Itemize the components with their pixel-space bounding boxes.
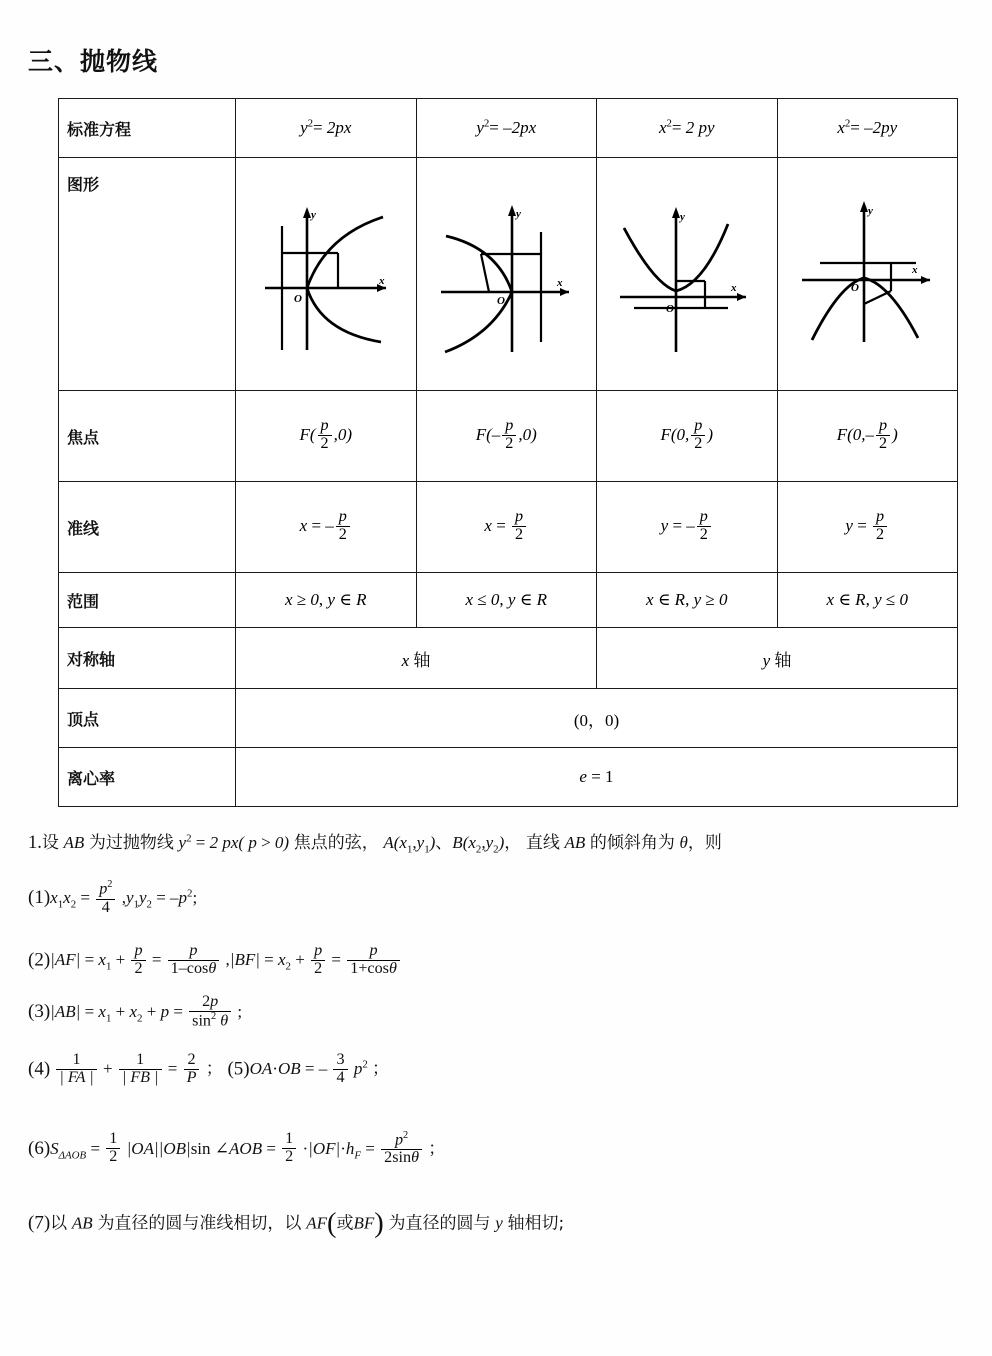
- cell-directrix-3: y = – $\frac{p}{2}$: [597, 482, 778, 573]
- cell-figure-2: [416, 158, 597, 391]
- y-axis-label: y: [679, 210, 685, 223]
- origin-label: O: [293, 292, 302, 305]
- origin-label: O: [497, 294, 506, 307]
- cell-eccentricity-value: e = 1: [236, 748, 958, 807]
- row-label-range: 范围: [59, 573, 236, 628]
- parabola-spec-table-wrapper: [58, 98, 958, 807]
- row-label-directrix: 准线: [59, 482, 236, 573]
- cell-figure-1: [236, 158, 417, 391]
- y-axis-label: y: [516, 207, 522, 220]
- cell-focus-3: F(0, $\frac{p}{2}$ ): [597, 391, 778, 482]
- cell-range-1: x ≥ 0, y ∈ R: [236, 573, 417, 628]
- row-label-vertex: 顶点: [59, 689, 236, 748]
- parabola-right-opening-diagram: [251, 192, 401, 357]
- cell-figure-4: [777, 158, 958, 391]
- cell-focus-1: F( $\frac{p}{2}$ ,0): [236, 391, 417, 482]
- cell-focus-2: F(– $\frac{p}{2}$ ,0): [416, 391, 597, 482]
- x-axis-label: x: [378, 274, 385, 287]
- cell-vertex-value: (0，0): [236, 689, 958, 748]
- table-row-range: [59, 573, 958, 628]
- note-item-3: $(3)|AB| = x_1 + x_2 + p$ = $\frac{2p}{\sin^2 \theta}$ ;: [28, 992, 243, 1029]
- row-label-axis-of-symmetry: 对称轴: [59, 628, 236, 689]
- y-axis-label: y: [310, 208, 316, 221]
- row-label-standard-equation: 标准方程: [59, 99, 236, 158]
- table-row-eccentricity: [59, 748, 958, 807]
- table-row-axis-of-symmetry: [59, 628, 958, 689]
- parabola-down-opening-diagram: [792, 192, 942, 357]
- cell-axis-y: y 轴: [597, 628, 958, 689]
- cell-directrix-4: y = $\frac{p}{2}$: [777, 482, 958, 573]
- x-axis-label: x: [557, 276, 563, 289]
- table-row-figure: [59, 158, 958, 391]
- cell-range-3: x ∈ R, y ≥ 0: [597, 573, 778, 628]
- row-label-eccentricity: 离心率: [59, 748, 236, 807]
- cell-axis-x: x 轴: [236, 628, 597, 689]
- table-row-standard-equation: [59, 99, 958, 158]
- table-row-directrix: [59, 482, 958, 573]
- parabola-left-opening-diagram: [431, 192, 581, 357]
- formula-notes: [28, 828, 968, 1240]
- row-label-figure: 图形: [59, 158, 236, 391]
- x-axis-label: x: [912, 263, 918, 276]
- parabola-spec-table: [58, 98, 958, 807]
- note-item-1: $(1)x_1x_2$ = $\frac{p^2}{4}$ $,y_1y_2 = -p^2$;: [28, 879, 198, 916]
- table-row-focus: [59, 391, 958, 482]
- cell-directrix-2: x = $\frac{p}{2}$: [416, 482, 597, 573]
- note-intro-line: 1.设 AB 为过抛物线 $y^2 = 2$ px( p > 0) 焦点的弦， $A(x_1,y_1)$、$B(x_2,y_2)$， 直线 AB 的倾斜角为 θ，则: [28, 832, 722, 856]
- row-label-focus: 焦点: [59, 391, 236, 482]
- parabola-up-opening-diagram: [612, 192, 762, 357]
- origin-label: O: [851, 281, 860, 294]
- cell-equation-1: $y^2= 2px$: [236, 99, 417, 158]
- cell-equation-3: $x^2= 2$ py: [597, 99, 778, 158]
- cell-equation-4: $x^2= -2py$: [777, 99, 958, 158]
- cell-figure-3: [597, 158, 778, 391]
- origin-label: O: [665, 302, 674, 315]
- note-item-4-5: (4) $\frac{1}{| FA |}$ + $\frac{1}{| FB |}$ = $\frac{2}{P}$ ； (5)OA·OB = – $\frac{3}{4}$ $p^2$ ；: [28, 1050, 389, 1086]
- note-item-7: (7)以 AB 为直径的圆与准线相切，以 AF(或BF) 为直径的圆与 y 轴相切;: [28, 1208, 565, 1240]
- y-axis-label: y: [868, 204, 874, 217]
- table-row-vertex: [59, 689, 958, 748]
- cell-focus-4: F(0,– $\frac{p}{2}$ ): [777, 391, 958, 482]
- cell-range-2: x ≤ 0, y ∈ R: [416, 573, 597, 628]
- note-item-6: $(6)S_{\Delta AOB}$ = $\frac{1}{2}$ |OA||OB|sin ∠AOB = $\frac{1}{2}$ $\cdot|OF|\cdot h_F$ = $\frac{p^2}{2\sin\theta}$ ；: [28, 1129, 446, 1167]
- x-axis-label: x: [730, 281, 737, 294]
- cell-range-4: x ∈ R, y ≤ 0: [777, 573, 958, 628]
- note-item-2: $(2)|AF| = x_1$ + $\frac{p}{2}$ = $\frac{p}{1-\cos\theta}$ $,|BF| = x_2$ + $\frac{p}{2}$ = $\frac{p}{1+\cos\theta}$: [28, 944, 968, 979]
- page-title: 三、抛物线: [28, 47, 159, 76]
- cell-equation-2: $y^2= -2px$: [416, 99, 597, 158]
- cell-directrix-1: x = – $\frac{p}{2}$: [236, 482, 417, 573]
